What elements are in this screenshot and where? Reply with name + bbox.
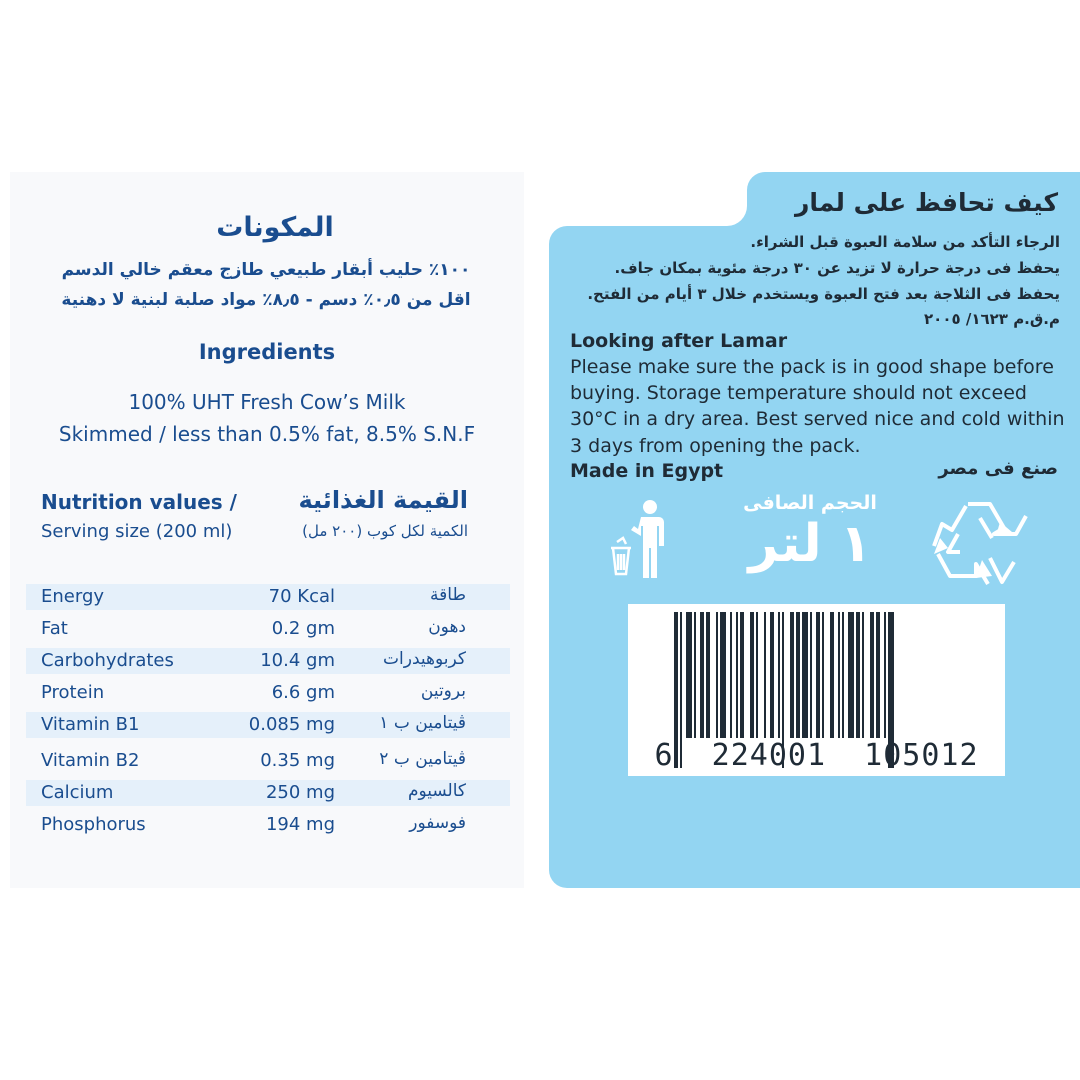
nutrition-row-carbohydrates bbox=[26, 648, 510, 674]
barcode-bar bbox=[740, 612, 744, 738]
ingredients-line-en-2: Skimmed / less than 0.5% fat, 8.5% S.N.F bbox=[58, 422, 476, 446]
barcode-bar bbox=[700, 612, 704, 738]
nutrient-value: 70 Kcal bbox=[268, 586, 335, 607]
nutrition-table bbox=[26, 584, 510, 844]
serving-size-ar: الكمية لكل كوب (٢٠٠ مل) bbox=[302, 522, 468, 540]
nutrition-row-vitamin-b1 bbox=[26, 712, 510, 738]
barcode-bar bbox=[810, 612, 812, 738]
nutrition-title-en: Nutrition values / bbox=[41, 490, 237, 514]
nutrient-value: 0.35 mg bbox=[260, 750, 335, 771]
nutrient-name: Protein bbox=[41, 682, 105, 703]
barcode-bar bbox=[816, 612, 820, 738]
nutrient-value: 0.2 gm bbox=[271, 618, 335, 639]
made-in-en: Made in Egypt bbox=[570, 460, 724, 482]
ingredients-line-ar-2: اقل من ٠٫٥٪ دسم - ٨٫٥٪ مواد صلبة لبنية لا دهنية bbox=[61, 290, 471, 310]
net-volume-label: الحجم الصافى bbox=[743, 492, 877, 514]
nutrition-row-vitamin-b2 bbox=[26, 748, 510, 774]
storage-title-en: Looking after Lamar bbox=[570, 330, 788, 352]
ingredients-line-ar-1: ١٠٠٪ حليب أبقار طبيعي طازج معقم خالي الدسم bbox=[61, 260, 471, 280]
registration-number-ar: م.ق.م ١٦٢٣/ ٢٠٠٥ bbox=[924, 310, 1060, 328]
nutrient-value: 6.6 gm bbox=[271, 682, 335, 703]
storage-line-en-4: 3 days from opening the pack. bbox=[570, 435, 861, 457]
dispose-in-bin-icon bbox=[607, 498, 669, 580]
barcode-number: 6 224001 105012 bbox=[654, 738, 979, 773]
storage-line-en-1: Please make sure the pack is in good shape before bbox=[570, 356, 1054, 378]
nutrient-name: Phosphorus bbox=[41, 814, 146, 835]
barcode-bar bbox=[822, 612, 824, 738]
net-volume-value: ١ لتر bbox=[748, 514, 872, 574]
nutrient-value: 0.085 mg bbox=[248, 714, 335, 735]
barcode-bar bbox=[884, 612, 886, 738]
barcode-bar bbox=[870, 612, 874, 738]
nutrient-name: Fat bbox=[41, 618, 68, 639]
nutrient-name: Vitamin B1 bbox=[41, 714, 140, 735]
barcode-bar bbox=[736, 612, 738, 738]
barcode-bar bbox=[842, 612, 844, 738]
nutrient-name-ar: دهون bbox=[428, 617, 466, 637]
nutrient-name-ar: طاقة bbox=[430, 585, 466, 605]
nutrition-title-ar: القيمة الغذائية bbox=[298, 486, 468, 514]
barcode-bar bbox=[730, 612, 732, 738]
nutrient-name-ar: فوسفور bbox=[409, 813, 466, 833]
barcode-bar bbox=[790, 612, 794, 738]
barcode-bar bbox=[716, 612, 718, 738]
barcode-bar bbox=[830, 612, 834, 738]
made-in-ar: صنع فى مصر bbox=[938, 458, 1058, 479]
nutrient-name-ar: كربوهيدرات bbox=[383, 649, 466, 669]
barcode bbox=[628, 604, 1005, 776]
barcode-bar bbox=[750, 612, 754, 738]
nutrient-value: 10.4 gm bbox=[260, 650, 335, 671]
nutrition-row-energy bbox=[26, 584, 510, 610]
ingredients-line-en-1: 100% UHT Fresh Cow’s Milk bbox=[128, 390, 406, 414]
serving-size-en: Serving size (200 ml) bbox=[41, 521, 233, 542]
barcode-bar bbox=[796, 612, 800, 738]
barcode-bar bbox=[862, 612, 864, 738]
ingredients-panel bbox=[10, 172, 524, 888]
nutrient-name-ar: ڤيتامين ب ١ bbox=[379, 713, 466, 733]
nutrient-value: 250 mg bbox=[265, 782, 335, 803]
nutrition-row-calcium bbox=[26, 780, 510, 806]
barcode-bar bbox=[848, 612, 854, 738]
barcode-bar bbox=[778, 612, 780, 738]
storage-title-ar: كيف تحافظ على لمار bbox=[794, 188, 1058, 217]
nutrition-row-phosphorus bbox=[26, 812, 510, 838]
storage-line-ar-3: يحفظ فى الثلاجة بعد فتح العبوة ويستخدم خلال ٣ أيام من الفتح. bbox=[587, 285, 1060, 303]
barcode-bar bbox=[720, 612, 726, 738]
barcode-bar bbox=[876, 612, 880, 738]
barcode-bar bbox=[764, 612, 766, 738]
barcode-bar bbox=[770, 612, 774, 738]
storage-line-ar-1: الرجاء التأكد من سلامة العبوة قبل الشراء. bbox=[750, 233, 1060, 251]
barcode-bar bbox=[756, 612, 758, 738]
recycle-icon bbox=[930, 498, 1028, 590]
nutrient-name-ar: بروتين bbox=[420, 681, 466, 701]
barcode-bar bbox=[694, 612, 696, 738]
panel-corner bbox=[727, 206, 747, 226]
barcode-bar bbox=[838, 612, 840, 738]
barcode-bar bbox=[706, 612, 710, 738]
nutrient-name: Vitamin B2 bbox=[41, 750, 140, 771]
nutrient-name: Energy bbox=[41, 586, 105, 607]
nutrient-value: 194 mg bbox=[265, 814, 335, 835]
barcode-bar bbox=[686, 612, 692, 738]
barcode-bar bbox=[802, 612, 808, 738]
nutrition-row-protein bbox=[26, 680, 510, 706]
storage-line-ar-2: يحفظ فى درجة حرارة لا تزيد عن ٣٠ درجة مئوية بمكان جاف. bbox=[614, 259, 1060, 277]
nutrient-name: Carbohydrates bbox=[41, 650, 174, 671]
storage-line-en-3: 30°C in a dry area. Best served nice and cold within bbox=[570, 408, 1065, 430]
ingredients-title-ar: المكونات bbox=[216, 212, 334, 243]
nutrient-name: Calcium bbox=[41, 782, 114, 803]
nutrient-name-ar: ڤيتامين ب ٢ bbox=[379, 749, 466, 769]
ingredients-title-en: Ingredients bbox=[198, 340, 336, 364]
barcode-bar bbox=[856, 612, 860, 738]
nutrition-row-fat bbox=[26, 616, 510, 642]
nutrient-name-ar: كالسيوم bbox=[407, 781, 466, 801]
storage-line-en-2: buying. Storage temperature should not exceed bbox=[570, 382, 1027, 404]
